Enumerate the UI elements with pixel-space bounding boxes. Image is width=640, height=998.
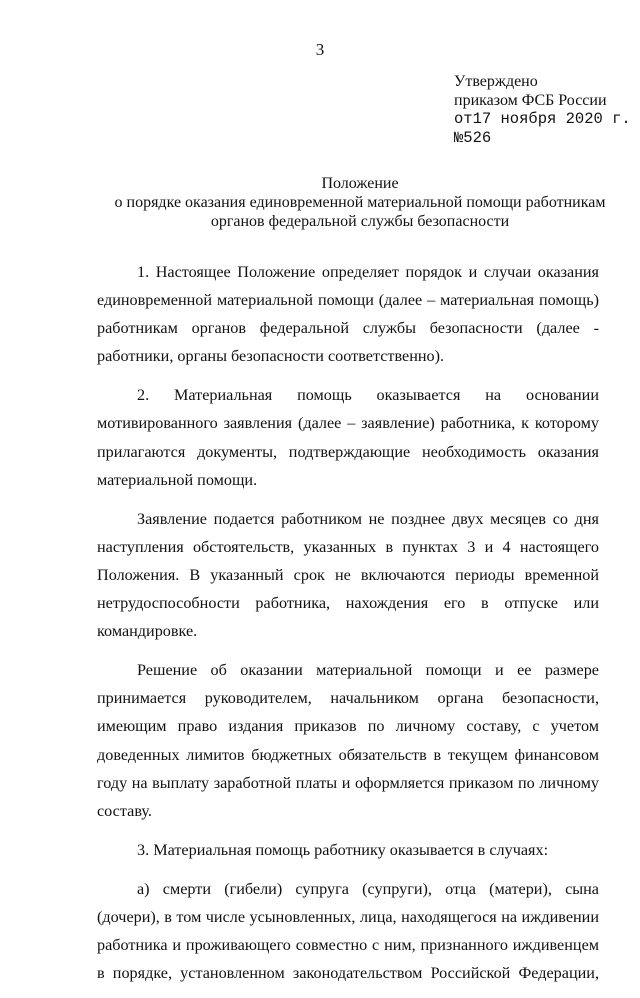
paragraph-5: 3. Материальная помощь работнику оказывается в случаях: [137,840,549,859]
document-body [97,258,599,998]
approval-line-order: приказом ФСБ России [454,92,607,109]
paragraph-2: 2. Материальная помощь оказывается на основании мотивированного заявления (далее – заявление) работника, к которому прилагаются документы, подтверждающие необходимость оказания материальной помощи. [97,386,599,489]
page-number: 3 [315,40,325,59]
approval-line-date: от17 ноября 2020 г. [454,110,631,128]
approval-line-number: №526 [454,129,492,147]
title-subheading-2: органов федеральной службы безопасности [210,213,510,230]
approval-line-approved: Утверждено [454,73,538,90]
title-heading: Положение [321,175,399,192]
approval-stamp [454,72,631,148]
document-title [100,174,620,231]
paragraph-1: 1. Настоящее Положение определяет порядок и случаи оказания единовременной материальной помощи (далее – материальная помощь) работникам органов федеральной службы безопасности (далее - работники, органы безопасности соответственно). [97,263,599,366]
title-subheading-1: о порядке оказания единовременной материальной помощи работникам [114,194,606,211]
paragraph-6: а) смерти (гибели) супруга (супруги), отца (матери), сына (дочери), в том числе усыновленных, лица, находящегося на иждивении работника и проживающего совместно с ним, признанного иждивенцем в порядке, установленном законодательством Российской Федерации, [97,879,599,983]
paragraph-3: Заявление подается работником не позднее двух месяцев со дня наступления обстоятельств, указанных в пунктах 3 и 4 настоящего Положения. В указанный срок не включаются периоды временной нетрудоспособности работника, нахождения его в отпуске или командировке. [97,509,599,641]
paragraph-4: Решение об оказании материальной помощи и ее размере принимается руководителем, начальником органа безопасности, имеющим право издания приказов по личному составу, с учетом доведенных лимитов бюджетных обязательств в текущем финансовом году на выплату заработной платы и оформляется приказом по личному составу. [97,661,599,820]
